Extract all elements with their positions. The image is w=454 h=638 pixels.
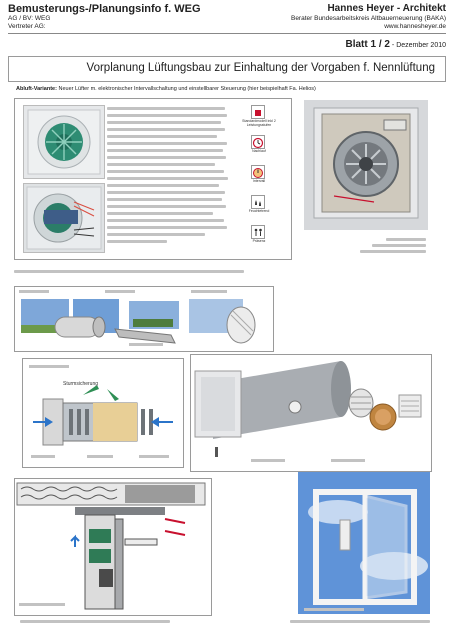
feature-timer xyxy=(237,135,285,165)
website-line: www.hannesheyer.de xyxy=(384,23,446,30)
feature-icons xyxy=(237,105,285,255)
feature-presence-label: Präsenz xyxy=(252,239,266,243)
sheet-number xyxy=(346,39,447,50)
fan-front-photo xyxy=(23,105,105,179)
feature-standard xyxy=(237,105,285,135)
fan-electronics-illustration xyxy=(24,184,104,252)
standard-icon xyxy=(251,105,265,119)
window-photo xyxy=(298,472,430,614)
window-photo-illustration xyxy=(298,472,430,614)
fan-electronics-photo xyxy=(23,183,105,253)
client-line: AG / BV: WEG xyxy=(8,15,51,22)
bottom-caption-left xyxy=(20,620,170,623)
feature-presence xyxy=(237,225,285,255)
product-panel xyxy=(14,98,292,260)
feature-humidity xyxy=(237,195,285,225)
presence-icon xyxy=(251,225,265,239)
section-heading-blurred xyxy=(14,270,434,274)
header-divider xyxy=(8,33,446,34)
document-title: Bemusterungs-/Planungsinfo f. WEG xyxy=(8,3,201,15)
variant-text: Neuer Lüfter m. elektronischer Intervallschaltung und einstellbarer Steuerung (hier beispielhaft Fa. Helios) xyxy=(56,86,316,92)
airflow-diagram xyxy=(23,359,183,467)
installed-fan-photo xyxy=(304,100,428,230)
feature-standard-label: Standardmodell inkl 2 Leistungsstufen xyxy=(242,119,276,127)
timer-icon xyxy=(251,135,265,149)
sheet-label: Blatt 1 / 2 xyxy=(345,39,390,50)
feature-timer-label: Nachlauf xyxy=(252,149,266,153)
section-title: Vorplanung Lüftungsbau zur Einhaltung der Vorgaben f. Nennlüftung xyxy=(86,62,435,74)
advisor-line: Berater Bundesarbeitskreis Altbauerneuerung (BAKA) xyxy=(290,15,446,22)
feature-humidity-label: Feuchtetrend xyxy=(248,209,270,213)
window-section-drawing xyxy=(15,479,211,615)
sheet-date: - Dezember 2010 xyxy=(389,42,446,49)
representative-line: Vertreter AG: xyxy=(8,23,46,30)
concept-illustration xyxy=(15,287,273,351)
airflow-diagram-panel xyxy=(22,358,184,468)
wall-sleeve-illustration xyxy=(191,355,431,471)
bottom-caption-right xyxy=(290,620,430,623)
concept-panel xyxy=(14,286,274,352)
variant-line xyxy=(16,86,316,92)
window-section-panel xyxy=(14,478,212,616)
feature-interval-label: Intervall xyxy=(252,179,266,183)
variant-label: Abluft-Variante: xyxy=(16,86,57,92)
photo-caption xyxy=(360,238,426,253)
installed-fan-illustration xyxy=(304,100,428,230)
section-title-bar xyxy=(8,56,446,82)
feature-interval xyxy=(237,165,285,195)
product-description xyxy=(107,107,231,247)
interval-icon xyxy=(251,165,265,179)
wall-sleeve-panel xyxy=(190,354,432,472)
architect-name: Hannes Heyer - Architekt xyxy=(327,3,446,14)
fan-front-illustration xyxy=(24,106,104,178)
humidity-icon xyxy=(251,195,265,209)
storm-protection-label: Sturmsicherung xyxy=(63,381,99,387)
